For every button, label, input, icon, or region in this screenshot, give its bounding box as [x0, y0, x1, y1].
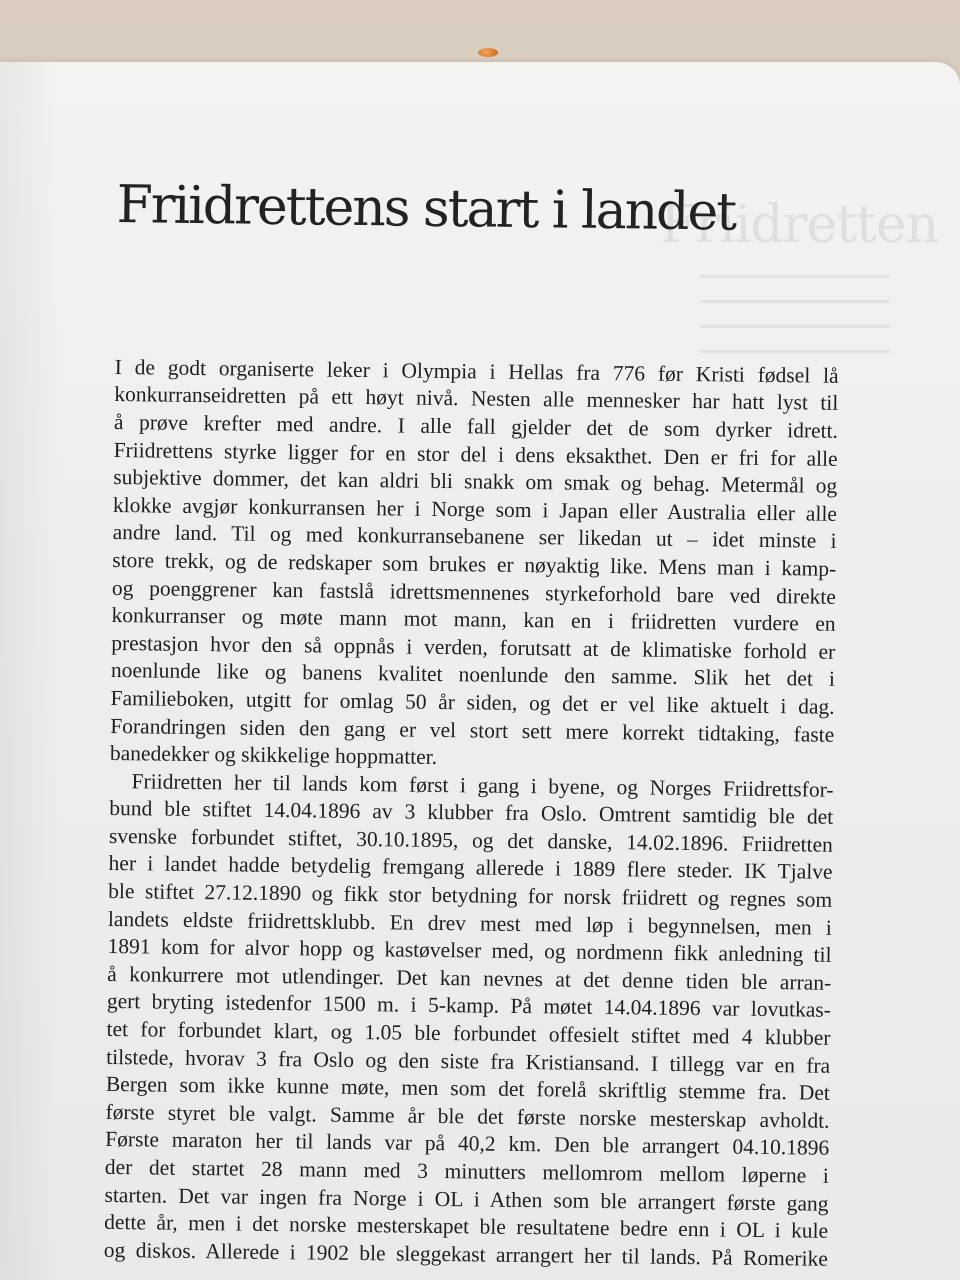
- text-line: der det startet 28 mann med 3 minutters mellomrom mellom løperne i: [104, 1154, 829, 1188]
- text-line: Friidretten her til lands kom først i gang i byene, og Norges Friidrettsfor-: [131, 768, 834, 802]
- body-text: [104, 354, 839, 1273]
- crumb-speck: [478, 48, 498, 57]
- text-line: tet for forbundet klart, og 1.05 ble forbundet offesielt stiftet med 4 klubber: [106, 1016, 831, 1050]
- text-line: I de godt organiserte leker i Olympia i Hellas fra 776 før Kristi fødsel lå: [114, 354, 839, 388]
- text-line: Bergen som ikke kunne møte, men som det forelå skriftlig stemme fra. Det: [105, 1072, 830, 1106]
- text-line: 1891 kom for alvor hopp og kastøvelser med, og nordmenn fikk anledning til: [107, 934, 832, 968]
- text-line: Friidrettens styrke ligger for en stor del i dens eksakthet. Den er fri for alle: [113, 437, 838, 471]
- text-line: første styret ble valgt. Samme år ble det første norske mesterskap avholdt.: [105, 1099, 830, 1133]
- text-line: ble stiftet 27.12.1890 og fikk stor betydning for norsk friidrett og regnes som: [108, 879, 833, 912]
- page-content: [104, 176, 841, 1273]
- page-gutter-shadow: [0, 62, 60, 1280]
- text-line: prestasjon hvor den så oppnås i verden, forutsatt at de klimatiske forhold er: [111, 630, 836, 664]
- text-line: andre land. Til og med konkurransebanene ser likedan ut – idet minste i: [112, 520, 837, 554]
- text-line: Første maraton her til lands var på 40,2 km. Den ble arrangert 04.10.1896: [105, 1127, 830, 1161]
- text-line: bund ble stiftet 14.04.1896 av 3 klubber fra Oslo. Omtrent samtidig ble det: [109, 796, 834, 830]
- text-line: konkurranser og møte mann mot mann, kan en i friidretten vurdere en: [111, 603, 836, 636]
- text-line: gert bryting istedenfor 1500 m. i 5-kamp. På møtet 14.04.1896 var lovutkas-: [106, 989, 832, 1023]
- chapter-title: Friidrettens start i landet: [116, 175, 736, 243]
- show-through-heading: Friidretten: [660, 195, 939, 255]
- text-line: konkurranseidretten på ett høyt nivå. Nesten alle mennesker har hatt lyst til: [114, 382, 839, 416]
- text-line: her i landet hadde betydelig fremgang allerede i 1889 flere steder. IK Tjalve: [108, 851, 833, 885]
- text-line: å prøve krefter med andre. I alle fall gjelder det de som dyrker idrett.: [113, 409, 839, 443]
- text-line: subjektive dommer, det kan aldri bli snakk om smak og behag. Metermål og: [113, 465, 838, 498]
- text-line: Forandringen siden den gang er vel stort sett mere korrekt tidtaking, faste: [110, 713, 835, 747]
- text-line: dette år, men i det norske mesterskapet ble resultatene bedre enn i OL i kule: [104, 1210, 829, 1243]
- text-line: klokke avgjør konkurransen her i Norge som i Japan eller Australia eller alle: [112, 492, 838, 526]
- text-line: å konkurrere mot utlendinger. Det kan nevnes at det denne tiden ble arran-: [107, 961, 832, 995]
- text-line: tilstede, hvorav 3 fra Oslo og den siste fra Kristiansand. I tillegg var en fra: [106, 1044, 831, 1078]
- text-line: landets eldste friidrettsklubb. En drev mest med løp i begynnelsen, men i: [107, 906, 833, 940]
- text-line: Familieboken, utgitt for omlag 50 år siden, og det er vel like aktuelt i dag.: [110, 685, 835, 719]
- text-line: banedekker og skikkelige hoppmatter.: [109, 741, 438, 770]
- text-line: og poenggrener kan fastslå idrettsmennenes styrkeforhold bare ved direkte: [111, 575, 837, 609]
- paragraph-2: [104, 768, 834, 1273]
- text-line: starten. Det var ingen fra Norge i OL i Athen som ble arrangert første gang: [104, 1182, 829, 1216]
- text-line: og diskos. Allerede i 1902 ble sleggekast arrangert her til lands. På Romerike: [103, 1237, 828, 1271]
- text-line: noenlunde like og banens kvalitet noenlunde den samme. Slik het det i: [110, 658, 836, 692]
- paragraph-1: [110, 354, 839, 777]
- text-line: svenske forbundet stiftet, 30.10.1895, og det danske, 14.02.1896. Friidretten: [108, 823, 834, 857]
- text-line: store trekk, og de redskaper som brukes er nøyaktig like. Mens man i kamp-: [112, 547, 837, 581]
